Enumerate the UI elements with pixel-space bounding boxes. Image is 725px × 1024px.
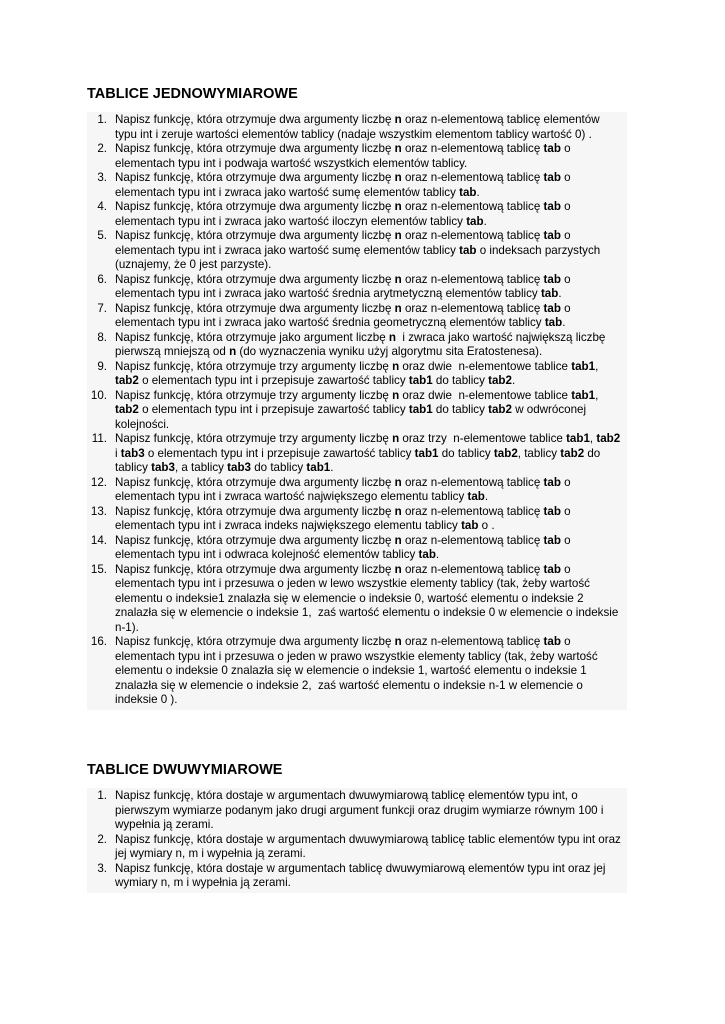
exercise-item bbox=[87, 862, 623, 891]
exercise-item bbox=[87, 273, 623, 302]
exercise-item bbox=[87, 635, 623, 708]
exercise-item bbox=[87, 171, 623, 200]
item-text: Napisz funkcję, która otrzymuje dwa argumenty liczbę n oraz n-elementową tablicę tab o elementach typu int i zwraca jako wartość iloczyn elementów tablicy tab. bbox=[115, 200, 571, 228]
item-text: Napisz funkcję, która otrzymuje dwa argumenty liczbę n oraz n-elementową tablicę tab o elementach typu int i zwraca jako wartość sumę elementów tablicy tab. bbox=[115, 171, 571, 199]
section-title: TABLICE DWUWYMIAROWE bbox=[87, 762, 283, 778]
item-number: 2. bbox=[97, 832, 107, 846]
item-number: 9. bbox=[97, 359, 107, 373]
item-number: 2. bbox=[97, 142, 107, 155]
item-text: Napisz funkcję, która otrzymuje dwa argumenty liczbę n oraz n-elementową tablicę tab o elementach typu int i podwaja wartość wszystkich elementów tablicy. bbox=[115, 142, 571, 170]
item-text: Napisz funkcję, która otrzymuje trzy argumenty liczbę n oraz dwie n-elementowe tablice tab1, tab2 o elementach typu int i przepisuje zawartość tablicy tab1 do tablicy tab2 w odwróconej kolejności. bbox=[115, 388, 599, 431]
item-text: Napisz funkcję, która dostaje w argumentach dwuwymiarową tablicę elementów typu int, o pierwszym wymiarze podanym jako drugi argument funkcji oraz drugim wymiarze równym 100 i wypełnia ją zerami. bbox=[115, 789, 604, 831]
exercise-item bbox=[87, 331, 623, 360]
exercise-item bbox=[87, 476, 623, 505]
item-number: 12. bbox=[90, 475, 107, 489]
item-text: Napisz funkcję, która dostaje w argumentach dwuwymiarową tablicę tablic elementów typu int oraz jej wymiary n, m i wypełnia ją zerami. bbox=[115, 832, 621, 860]
item-number: 3. bbox=[97, 171, 107, 184]
section-title: TABLICE JEDNOWYMIAROWE bbox=[87, 86, 298, 102]
item-number: 4. bbox=[97, 200, 107, 213]
exercise-item bbox=[87, 113, 623, 142]
exercise-item bbox=[87, 200, 623, 229]
item-number: 11. bbox=[91, 432, 107, 445]
item-number: 1. bbox=[97, 789, 107, 802]
item-text: Napisz funkcję, która otrzymuje dwa argumenty liczbę n oraz n-elementową tablicę tab o elementach typu int i zwraca wartość największego elementu tablicy tab. bbox=[115, 475, 571, 503]
exercise-item bbox=[87, 432, 623, 476]
exercise-item bbox=[87, 505, 623, 534]
item-number: 16. bbox=[90, 635, 107, 648]
section-1d-arrays bbox=[87, 86, 627, 710]
exercise-item bbox=[87, 563, 623, 636]
section-2d-arrays bbox=[87, 762, 627, 893]
item-number: 6. bbox=[97, 272, 107, 286]
item-number: 3. bbox=[97, 861, 107, 875]
exercise-item bbox=[87, 789, 623, 833]
item-text: Napisz funkcję, która dostaje w argumentach tablicę dwuwymiarową elementów typu int oraz jej wymiary n, m i wypełnia ją zerami. bbox=[115, 861, 606, 889]
item-text: Napisz funkcję, która otrzymuje dwa argumenty liczbę n oraz n-elementową tablicę tab o elementach typu int i zwraca indeks największego elementu tablicy tab o . bbox=[115, 504, 571, 532]
exercise-item bbox=[87, 142, 623, 171]
item-number: 7. bbox=[97, 301, 107, 315]
item-text: Napisz funkcję, która otrzymuje dwa argumenty liczbę n oraz n-elementową tablicę tab o elementach typu int i odwraca kolejność elementów tablicy tab. bbox=[115, 533, 571, 561]
exercise-list bbox=[87, 789, 623, 891]
item-text: Napisz funkcję, która otrzymuje trzy argumenty liczbę n oraz dwie n-elementowe tablice tab1, tab2 o elementach typu int i przepisuje zawartość tablicy tab1 do tablicy tab2. bbox=[115, 359, 599, 387]
item-text: Napisz funkcję, która otrzymuje jako argument liczbę n i zwraca jako wartość największą liczbę pierwszą mniejszą od n (do wyznaczenia wyniku użyj algorytmu sita Eratostenesa). bbox=[115, 330, 606, 358]
item-text: Napisz funkcję, która otrzymuje dwa argumenty liczbę n oraz n-elementową tablicę elementów typu int i zeruje wartości elementów tablicy (nadaje wszystkim elementom tablicy wartość 0) . bbox=[115, 113, 600, 141]
item-number: 15. bbox=[90, 562, 107, 576]
item-number: 13. bbox=[90, 504, 107, 518]
item-text: Napisz funkcję, która otrzymuje dwa argumenty liczbę n oraz n-elementową tablicę tab o elementach typu int i zwraca jako wartość średnia geometryczną elementów tablicy tab. bbox=[115, 301, 571, 329]
item-text: Napisz funkcję, która otrzymuje dwa argumenty liczbę n oraz n-elementową tablicę tab o elementach typu int i przesuwa o jeden w prawo wszystkie elementy tablicy (tak, żeby wartość elementu o indeksie 0 znalazła się w elemencie o indeksie 1, wartość elementu o indeksie 1 znalazła się w elemencie o indeksie 2, zaś wartość elementu o indeksie n-1 w elemencie o indeksie 0 ). bbox=[115, 635, 598, 706]
exercise-item bbox=[87, 389, 623, 433]
exercise-item bbox=[87, 833, 623, 862]
item-text: Napisz funkcję, która otrzymuje dwa argumenty liczbę n oraz n-elementową tablicę tab o elementach typu int i zwraca jako wartość sumę elementów tablicy tab o indeksach parzystych (uznajemy, że 0 jest parzyste). bbox=[115, 229, 601, 271]
exercise-item bbox=[87, 302, 623, 331]
exercise-item bbox=[87, 229, 623, 273]
item-number: 1. bbox=[97, 113, 107, 126]
exercise-box bbox=[87, 788, 627, 893]
item-number: 5. bbox=[97, 229, 107, 242]
exercise-item bbox=[87, 360, 623, 389]
item-text: Napisz funkcję, która otrzymuje dwa argumenty liczbę n oraz n-elementową tablicę tab o elementach typu int i przesuwa o jeden w lewo wszystkie elementy tablicy (tak, żeby wartość elementu o indeksie1 znalazła się w elemencie o indeksie 0, wartość elementu o indeksie 2 znalazła się w elemencie o indeksie 1, zaś wartość elementu o indeksie 0 w elemencie o indeksie n-1). bbox=[115, 562, 619, 634]
item-number: 8. bbox=[97, 330, 107, 344]
exercise-item bbox=[87, 534, 623, 563]
item-number: 10. bbox=[90, 388, 107, 402]
exercise-list bbox=[87, 113, 623, 708]
item-text: Napisz funkcję, która otrzymuje trzy argumenty liczbę n oraz trzy n-elementowe tablice tab1, tab2 i tab3 o elementach typu int i przepisuje zawartość tablicy tab1 do tablicy tab2, tablicy tab2 do tablicy tab3, a tablicy tab3 do tablicy tab1. bbox=[115, 432, 621, 474]
item-text: Napisz funkcję, która otrzymuje dwa argumenty liczbę n oraz n-elementową tablicę tab o elementach typu int i zwraca jako wartość średnia arytmetyczną elementów tablicy tab. bbox=[115, 272, 571, 300]
item-number: 14. bbox=[90, 533, 107, 547]
exercise-box bbox=[87, 112, 627, 710]
